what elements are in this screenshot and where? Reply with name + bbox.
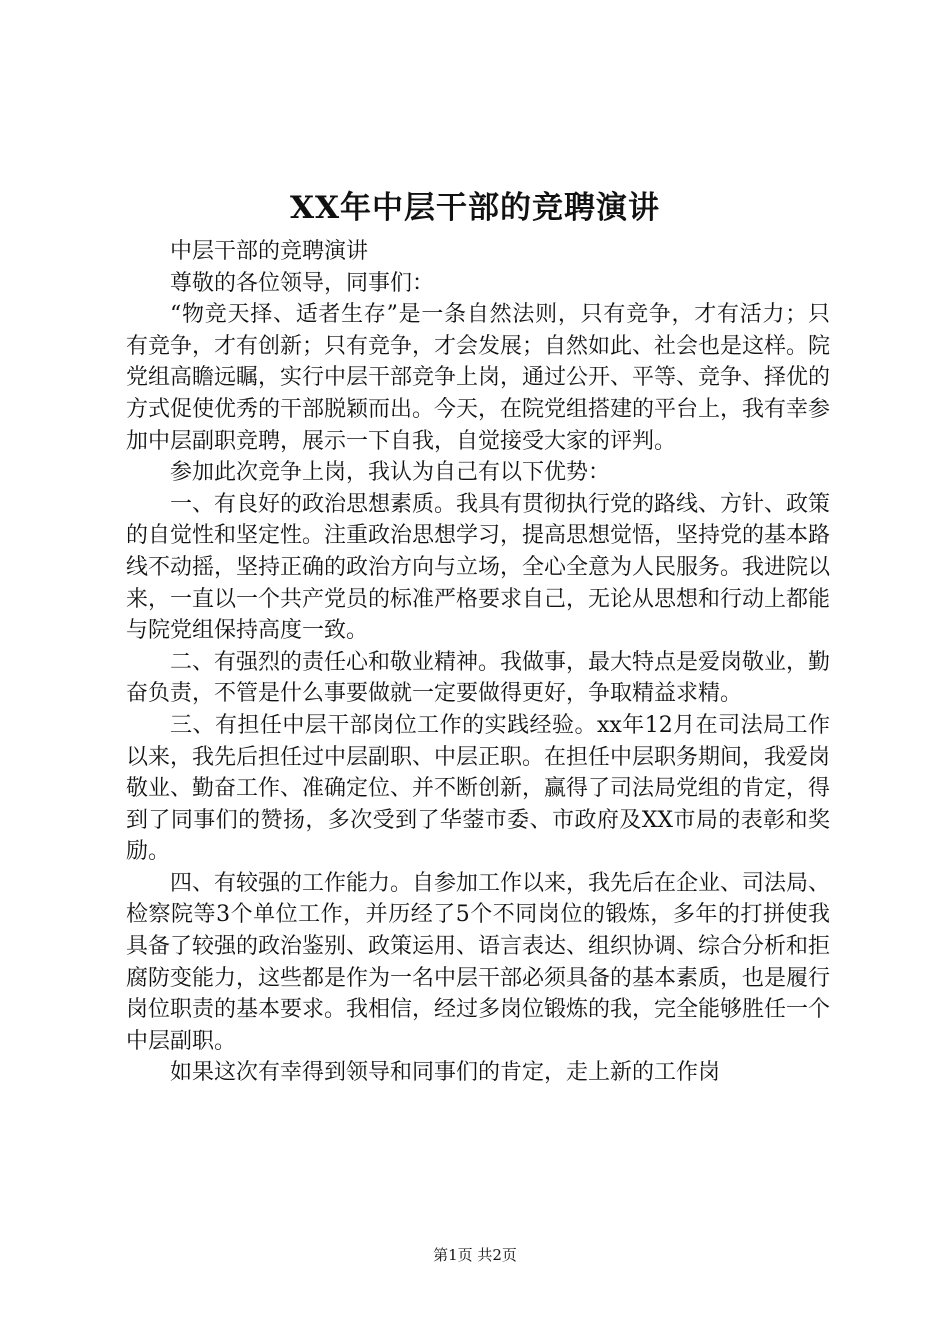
paragraph-advantage-3: 三、有担任中层干部岗位工作的实践经验。xx年12月在司法局工作以来，我先后担任过中层副职、中层正职。在担任中层职务期间，我爱岗敬业、勤奋工作、准确定位、并不断创新，赢得了司法局党组的肯定，得到了同事们的赞扬，多次受到了华蓥市委、市政府及XX市局的表彰和奖励。 <box>126 712 831 865</box>
paragraph-advantages-lead: 参加此次竞争上岗，我认为自己有以下优势： <box>170 460 611 486</box>
page-number: 第1页 共2页 <box>433 1246 517 1264</box>
paragraph-closing-start: 如果这次有幸得到领导和同事们的肯定，走上新的工作岗 <box>170 1060 721 1086</box>
paragraph-salutation: 尊敬的各位领导，同事们： <box>170 270 435 296</box>
paragraph-advantage-2: 二、有强烈的责任心和敬业精神。我做事，最大特点是爱岗敬业，勤奋负责，不管是什么事要做就一定要做得更好，争取精益求精。 <box>126 649 831 707</box>
document-body <box>126 236 830 1089</box>
paragraph-intro: “物竞天择、适者生存”是一条自然法则，只有竞争，才有活力；只有竞争，才有创新；只有竞争，才会发展；自然如此、社会也是这样。院党组高瞻远瞩，实行中层干部竞争上岗，通过公开、平等、竞争、择优的方式促使优秀的干部脱颖而出。今天，在院党组搭建的平台上，我有幸参加中层副职竞聘，展示一下自我，自觉接受大家的评判。 <box>126 302 831 454</box>
paragraph-advantage-4: 四、有较强的工作能力。自参加工作以来，我先后在企业、司法局、检察院等3个单位工作，并历经了5个不同岗位的锻炼，多年的打拼使我具备了较强的政治鉴别、政策运用、语言表达、组织协调、综合分析和拒腐防变能力，这些都是作为一名中层干部必须具备的基本素质，也是履行岗位职责的基本要求。我相信，经过多岗位锻炼的我，完全能够胜任一个中层副职。 <box>126 870 831 1054</box>
document-title: XX年中层干部的竞聘演讲 <box>289 190 661 226</box>
paragraph-advantage-1: 一、有良好的政治思想素质。我具有贯彻执行党的路线、方针、政策的自觉性和坚定性。注重政治思想学习，提高思想觉悟，坚持党的基本路线不动摇，坚持正确的政治方向与立场，全心全意为人民服务。我进院以来，一直以一个共产党员的标准严格要求自己，无论从思想和行动上都能与院党组保持高度一致。 <box>126 491 831 644</box>
paragraph-subtitle: 中层干部的竞聘演讲 <box>170 239 369 264</box>
